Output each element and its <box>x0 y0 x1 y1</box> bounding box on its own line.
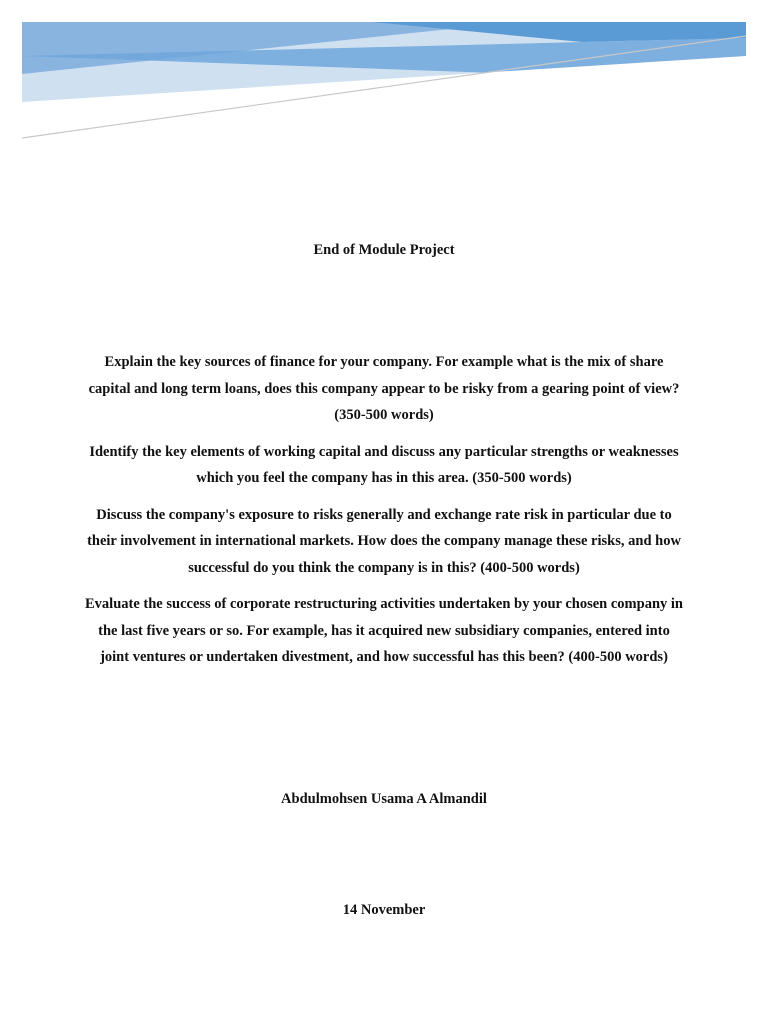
document-title: End of Module Project <box>313 242 455 258</box>
question-item: Discuss the company's exposure to risks generally and exchange rate risk in particular due to their involvement in international markets. How does the company manage these risks, and how successful do you think the company is in this? (400-500 words) <box>87 506 681 576</box>
header-banner <box>22 22 746 142</box>
question-item: Explain the key sources of finance for your company. For example what is the mix of share capital and long term loans, does this company appear to be risky from a gearing point of view? (350-500 words) <box>88 354 680 423</box>
question-list <box>84 349 684 681</box>
question-item: Identify the key elements of working capital and discuss any particular strengths or weaknesses which you feel the company has in this area. (350-500 words) <box>89 443 679 486</box>
author-name: Abdulmohsen Usama A Almandil <box>281 791 487 807</box>
question-item: Evaluate the success of corporate restructuring activities undertaken by your chosen company in the last five years or so. For example, has it acquired new subsidiary companies, entered into joint ventures or undertaken divestment, and how successful has this been? (400-500 words) <box>85 596 683 665</box>
document-date: 14 November <box>342 902 426 918</box>
